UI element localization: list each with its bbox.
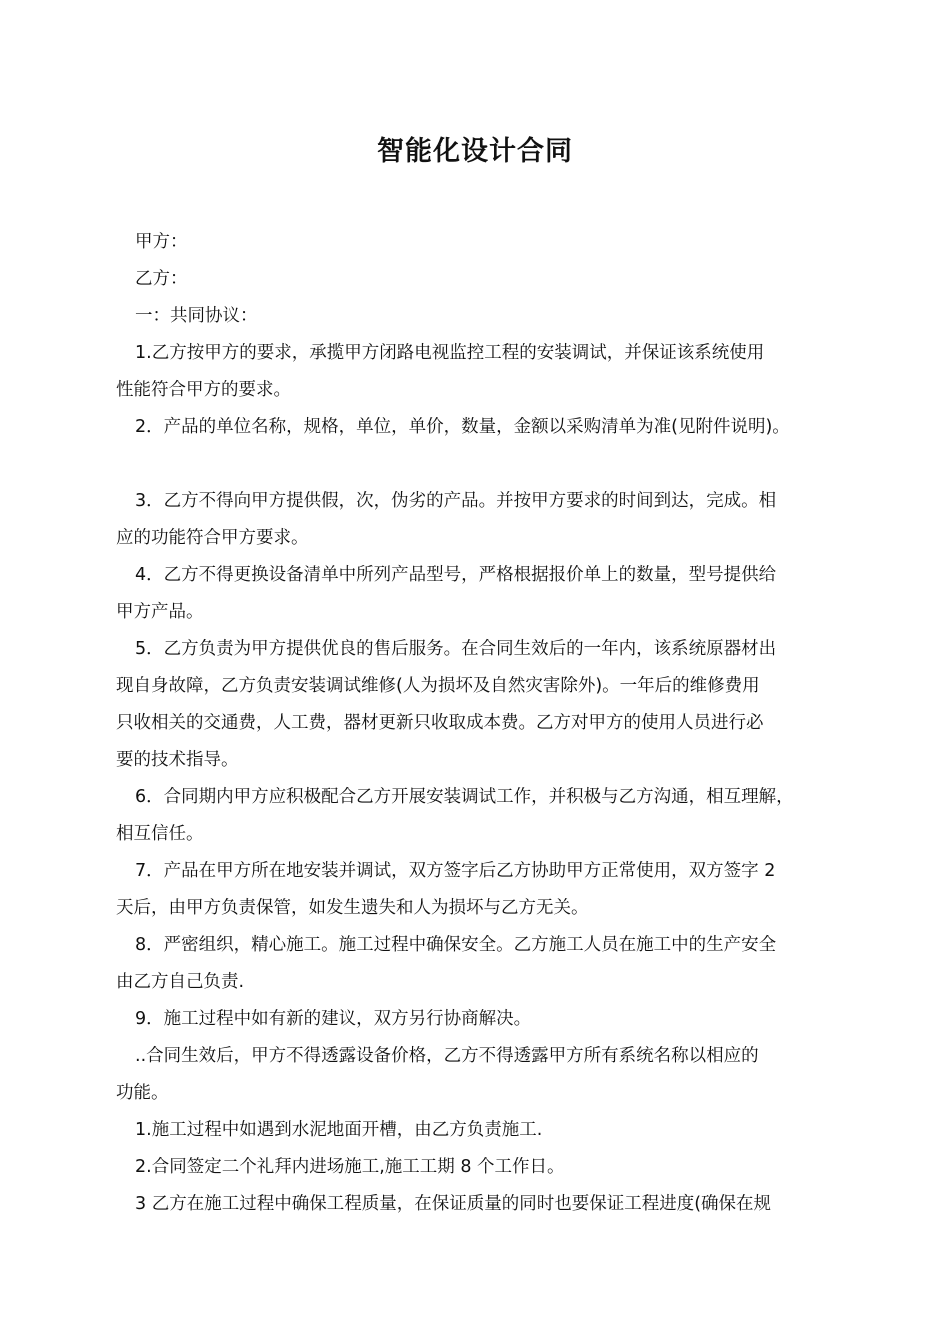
clause-8-line-2: 由乙方自己负责.: [116, 972, 245, 992]
clause-12-line-1: 2.合同签定二个礼拜内进场施工,施工工期 8 个工作日。: [135, 1157, 565, 1177]
clause-11-line-1: 1.施工过程中如遇到水泥地面开槽，由乙方负责施工.: [135, 1120, 543, 1140]
document-body: [116, 224, 840, 1223]
clause-1-line-1: 1.乙方按甲方的要求，承揽甲方闭路电视监控工程的安装调试，并保证该系统使用: [135, 343, 765, 363]
clause-9-line-1: 9．施工过程中如有新的建议，双方另行协商解决。: [135, 1009, 532, 1029]
clause-6-line-1: 6．合同期内甲方应积极配合乙方开展安装调试工作，并积极与乙方沟通，相互理解，: [135, 787, 794, 807]
clause-5-line-4: 要的技术指导。: [116, 750, 239, 770]
party-b-line: 乙方：: [135, 269, 188, 289]
clause-4-line-1: 4．乙方不得更换设备清单中所列产品型号，严格根据报价单上的数量，型号提供给: [135, 565, 777, 585]
clause-10-line-1: ..合同生效后，甲方不得透露设备价格，乙方不得透露甲方所有系统名称以相应的: [135, 1046, 759, 1066]
section-heading: 一：共同协议：: [135, 306, 258, 326]
clause-7-line-1: 7．产品在甲方所在地安装并调试，双方签字后乙方协助甲方正常使用，双方签字 2: [135, 861, 776, 881]
party-a-line: 甲方：: [135, 232, 188, 252]
clause-3-line-2: 应的功能符合甲方要求。: [116, 528, 309, 548]
clause-13-line-1: 3 乙方在施工过程中确保工程质量，在保证质量的同时也要保证工程进度(确保在规: [135, 1194, 772, 1214]
clause-1-line-2: 性能符合甲方的要求。: [116, 380, 291, 400]
clause-8-line-1: 8．严密组织，精心施工。施工过程中确保安全。乙方施工人员在施工中的生产安全: [135, 935, 777, 955]
clause-3-line-1: 3．乙方不得向甲方提供假，次，伪劣的产品。并按甲方要求的时间到达，完成。相: [135, 491, 777, 511]
document-title: 智能化设计合同: [377, 136, 573, 167]
paragraph-gap: [116, 446, 840, 483]
clause-5-line-3: 只收相关的交通费，人工费，器材更新只收取成本费。乙方对甲方的使用人员进行必: [116, 713, 764, 733]
clause-6-line-2: 相互信任。: [116, 824, 204, 844]
clause-2-line-1: 2．产品的单位名称，规格，单位，单价，数量，金额以采购清单为准(见附件说明)。: [135, 417, 790, 437]
clause-10-line-2: 功能。: [116, 1083, 169, 1103]
clause-7-line-2: 天后，由甲方负责保管，如发生遗失和人为损坏与乙方无关。: [116, 898, 589, 918]
clause-4-line-2: 甲方产品。: [116, 602, 204, 622]
clause-5-line-2: 现自身故障，乙方负责安装调试维修(人为损坏及自然灾害除外)。一年后的维修费用: [116, 676, 760, 696]
clause-5-line-1: 5．乙方负责为甲方提供优良的售后服务。在合同生效后的一年内，该系统原器材出: [135, 639, 777, 659]
